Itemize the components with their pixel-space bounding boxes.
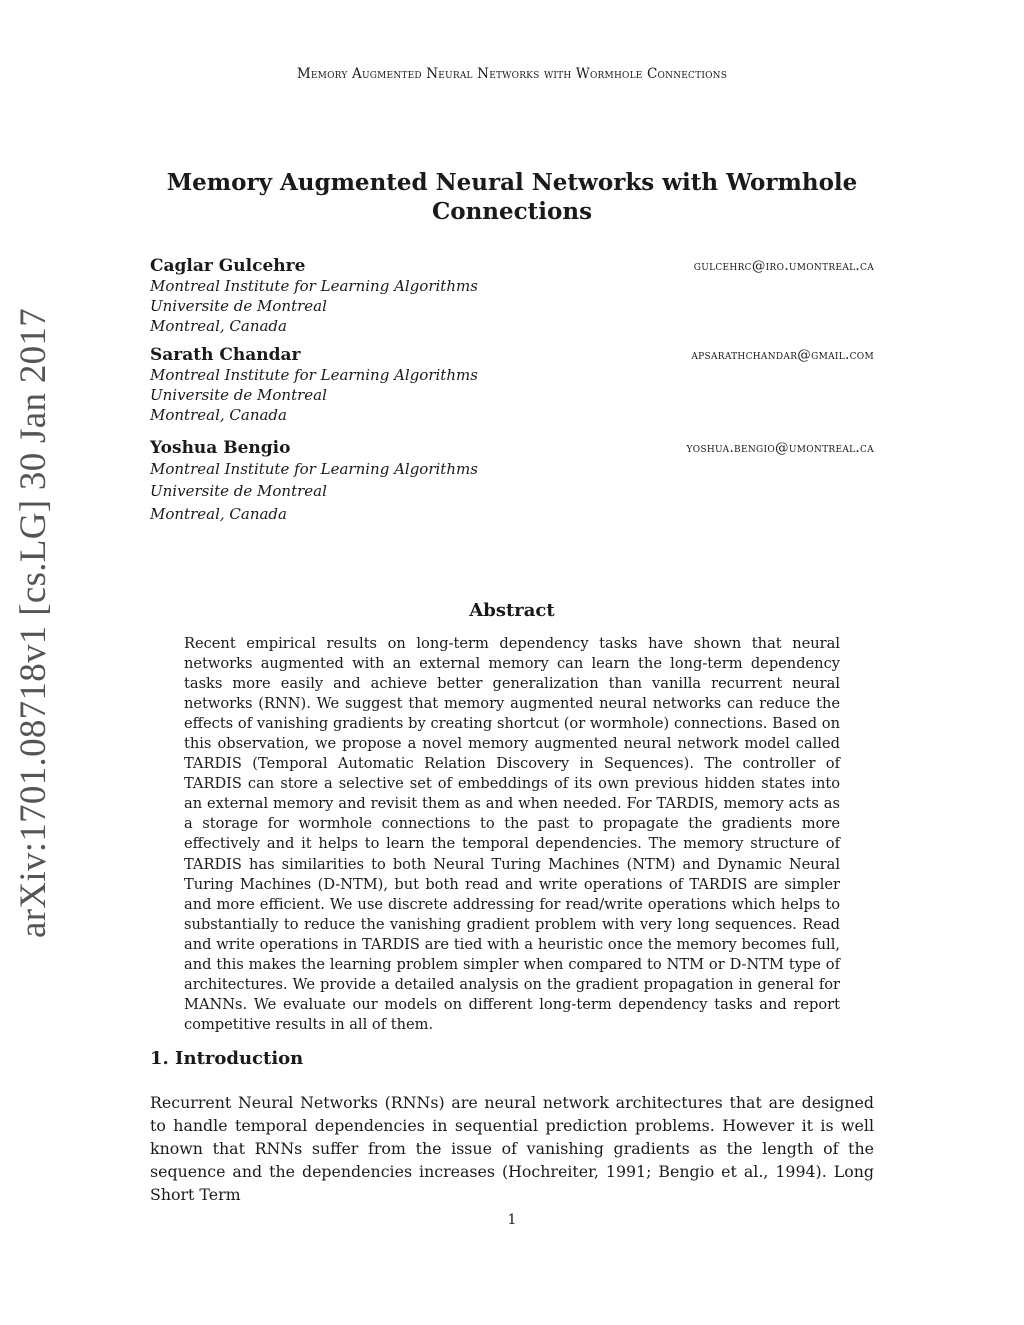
author-name: Sarath Chandar (150, 345, 301, 365)
author-institute: Montreal Institute for Learning Algorithms (150, 366, 478, 384)
author-university: Universite de Montreal (150, 297, 327, 315)
abstract-text: Recent empirical results on long-term dependency tasks have shown that neural networks augmented with an external memory can learn the long-term dependency tasks more easily and achieve better generalization than vanilla recurrent neural networks (RNN). We suggest that memory augmented neural networks can reduce the effects of vanishing gradients by creating shortcut (or wormhole) connections. Based on this observation, we propose a novel memory augmented neural network model called TARDIS (Temporal Automatic Relation Discovery in Sequences). The controller of TARDIS can store a selective set of embeddings of its own previous hidden states into an external memory and revisit them as and when needed. For TARDIS, memory acts as a storage for wormhole connections to the past to propagate the gradients more effectively and it helps to learn the temporal dependencies. The memory structure of TARDIS has similarities to both Neural Turing Machines (NTM) and Dynamic Neural Turing Machines (D-NTM), but both read and write operations of TARDIS are simpler and more efficient. We use discrete addressing for read/write operations which helps to substantially to reduce the vanishing gradient problem with very long sequences. Read and write operations in TARDIS are tied with a heuristic once the memory becomes full, and this makes the learning problem simpler when compared to NTM or D-NTM type of architectures. We provide a detailed analysis on the gradient propagation in general for MANNs. We evaluate our models on different long-term dependency tasks and report competitive results in all of them. (184, 635, 840, 1033)
paper-title (150, 168, 874, 226)
author-location: Montreal, Canada (150, 406, 287, 424)
page-number: 1 (507, 1212, 517, 1228)
title-line-2: Connections (431, 198, 593, 225)
section-heading-introduction: 1. Introduction (150, 1048, 304, 1069)
arxiv-identifier: arXiv:1701.08718v1 [cs.LG] 30 Jan 2017 (13, 307, 54, 938)
abstract-heading: Abstract (469, 600, 555, 621)
introduction-text: Recurrent Neural Networks (RNNs) are neural network architectures that are designed to handle temporal dependencies in sequential prediction problems. However it is well known that RNNs suffer from the issue of vanishing gradients as the length of the sequence and the dependencies increases (Hochreiter, 1991; Bengio et al., 1994). Long Short Term (150, 1093, 874, 1204)
title-line-1: Memory Augmented Neural Networks with Wormhole (166, 169, 858, 196)
author-email: gulcehrc@iro.umontreal.ca (693, 258, 874, 274)
author-location: Montreal, Canada (150, 505, 287, 523)
author-institute: Montreal Institute for Learning Algorithms (150, 460, 478, 478)
author-email: yoshua.bengio@umontreal.ca (686, 440, 874, 456)
author-university: Universite de Montreal (150, 482, 327, 500)
author-name: Yoshua Bengio (150, 438, 291, 458)
author-email: apsarathchandar@gmail.com (691, 347, 874, 363)
author-block-2 (150, 345, 874, 425)
author-location: Montreal, Canada (150, 317, 287, 335)
author-block-3 (150, 438, 874, 526)
author-institute: Montreal Institute for Learning Algorithms (150, 277, 478, 295)
author-university: Universite de Montreal (150, 386, 327, 404)
running-head: Memory Augmented Neural Networks with Wormhole Connections (296, 66, 728, 82)
author-name: Caglar Gulcehre (150, 256, 306, 276)
author-block-1 (150, 256, 874, 336)
